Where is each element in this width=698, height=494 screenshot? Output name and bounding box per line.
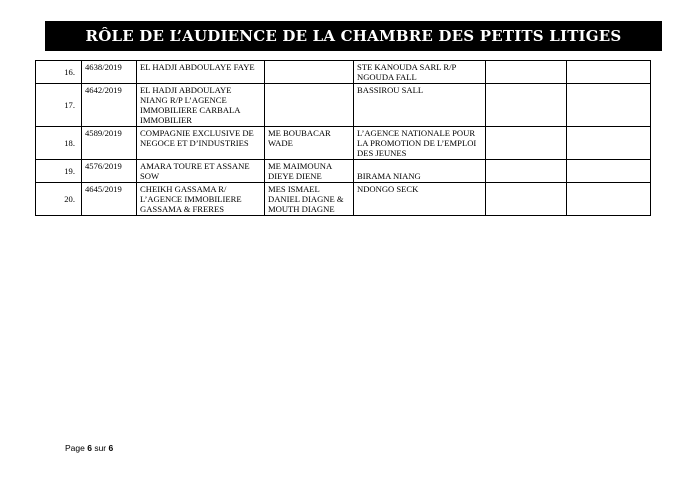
page-title: RÔLE DE L’AUDIENCE DE LA CHAMBRE DES PETITS LITIGES bbox=[85, 27, 622, 45]
row-number: 19. bbox=[36, 160, 82, 183]
table-row bbox=[36, 61, 651, 84]
case-number: 4645/2019 bbox=[82, 183, 137, 216]
empty-cell bbox=[486, 127, 567, 160]
empty-cell bbox=[567, 61, 651, 84]
empty-cell bbox=[486, 84, 567, 127]
case-number: 4576/2019 bbox=[82, 160, 137, 183]
row-number: 17. bbox=[36, 84, 82, 127]
table-row bbox=[36, 183, 651, 216]
table-row bbox=[36, 160, 651, 183]
plaintiff: EL HADJI ABDOULAYE FAYE bbox=[137, 61, 265, 84]
defendant: L’AGENCE NATIONALE POUR LA PROMOTION DE L’EMPLOI DES JEUNES bbox=[354, 127, 486, 160]
defendant: STE KANOUDA SARL R/P NGOUDA FALL bbox=[354, 61, 486, 84]
case-number: 4642/2019 bbox=[82, 84, 137, 127]
empty-cell bbox=[567, 183, 651, 216]
plaintiff: COMPAGNIE EXCLUSIVE DE NEGOCE ET D’INDUSTRIES bbox=[137, 127, 265, 160]
plaintiff: CHEIKH GASSAMA R/ L’AGENCE IMMOBILIERE GASSAMA & FRERES bbox=[137, 183, 265, 216]
row-number: 16. bbox=[36, 61, 82, 84]
empty-cell bbox=[486, 61, 567, 84]
footer-page-total: 6 bbox=[108, 443, 114, 453]
page-footer bbox=[65, 443, 113, 453]
empty-cell bbox=[486, 160, 567, 183]
empty-cell bbox=[486, 183, 567, 216]
footer-middle: sur bbox=[91, 443, 109, 453]
plaintiff: EL HADJI ABDOULAYE NIANG R/P L’AGENCE IMMOBILIERE CARBALA IMMOBILIER bbox=[137, 84, 265, 127]
lawyer: ME BOUBACAR WADE bbox=[265, 127, 354, 160]
case-number: 4638/2019 bbox=[82, 61, 137, 84]
table-row bbox=[36, 84, 651, 127]
row-number: 18. bbox=[36, 127, 82, 160]
page-title-banner bbox=[45, 21, 662, 51]
row-number: 20. bbox=[36, 183, 82, 216]
table-row bbox=[36, 127, 651, 160]
defendant: BASSIROU SALL bbox=[354, 84, 486, 127]
empty-cell bbox=[567, 127, 651, 160]
plaintiff: AMARA TOURE ET ASSANE SOW bbox=[137, 160, 265, 183]
empty-cell bbox=[567, 84, 651, 127]
footer-page-number: 6 bbox=[87, 443, 92, 453]
hearing-roll-table bbox=[35, 60, 651, 216]
defendant: NDONGO SECK bbox=[354, 183, 486, 216]
lawyer bbox=[265, 61, 354, 84]
lawyer bbox=[265, 84, 354, 127]
footer-prefix: Page bbox=[65, 443, 88, 453]
empty-cell bbox=[567, 160, 651, 183]
lawyer: ME MAIMOUNA DIEYE DIENE bbox=[265, 160, 354, 183]
defendant: BIRAMA NIANG bbox=[354, 160, 486, 183]
case-number: 4589/2019 bbox=[82, 127, 137, 160]
lawyer: MES ISMAEL DANIEL DIAGNE & MOUTH DIAGNE bbox=[265, 183, 354, 216]
